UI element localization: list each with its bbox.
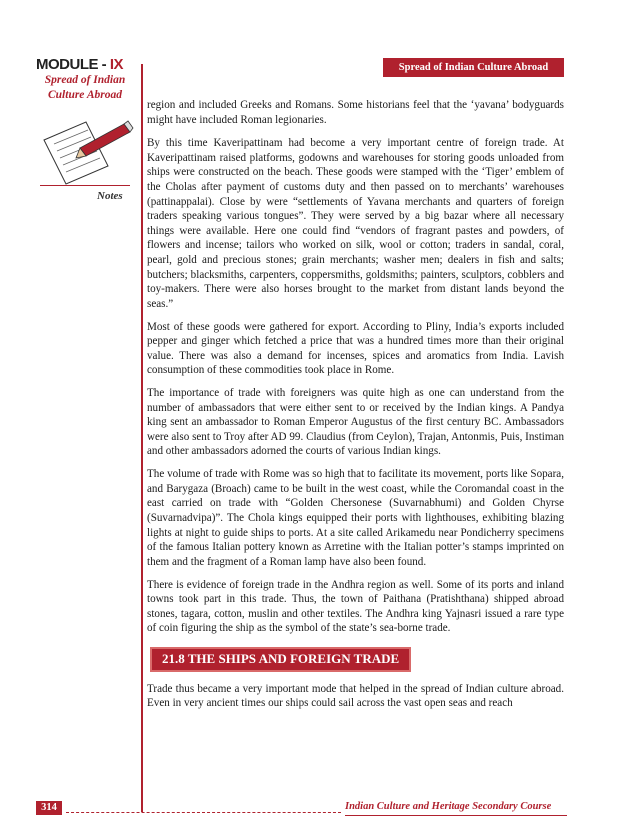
paragraph: region and included Greeks and Romans. Some historians feel that the ‘yavana’ bodyguards might have included Roman legionaries. bbox=[147, 99, 564, 126]
paragraph: There is evidence of foreign trade in the Andhra region as well. Some of its ports and inland towns took part in this trade. Thus, the town of Paithana (Pratishthana) shipped abroad stones, tagara, cotton, muslin and other textiles. The Andhra king Yajnasri issued a rare type of coin figuring the ship as the symbol of the state’s sea-borne trade. bbox=[147, 578, 564, 635]
notes-divider bbox=[40, 185, 130, 186]
page-number: 314 bbox=[36, 801, 62, 815]
paragraph: The importance of trade with foreigners was quite high as one can understand from the number of ambassadors that were either sent to or received by the Indian kings. A Pandya king sent an ambassador to Roman Emperor Augustus of the first century BC. Ambassadors were also sent to Troy after AD 99. Claudius (from Ceylon), Trajan, Antonmis, Puis, Instiman and other ambassadors adorned the courts of various Indian kings. bbox=[147, 387, 564, 458]
module-title bbox=[36, 56, 123, 73]
notes-label: Notes bbox=[97, 190, 123, 202]
section-heading: 21.8 THE SHIPS AND FOREIGN TRADE bbox=[150, 647, 411, 672]
module-subtitle: Spread of Indian Culture Abroad bbox=[44, 74, 126, 101]
header-band-title: Spread of Indian Culture Abroad bbox=[383, 58, 564, 77]
footer-course-title: Indian Culture and Heritage Secondary Course bbox=[345, 801, 552, 812]
module-prefix: MODULE - bbox=[36, 56, 110, 73]
main-content bbox=[147, 98, 564, 719]
paragraph: Trade thus became a very important mode that helped in the spread of Indian culture abroad. Even in very ancient times our ships could sail across the vast open seas and reach bbox=[147, 682, 564, 710]
module-number: IX bbox=[109, 56, 124, 73]
footer-dashed-rule bbox=[66, 812, 341, 813]
paragraph: The volume of trade with Rome was so high that to facilitate its movement, ports like Sopara, and Barygaza (Broach) came to be built in the west coast, while the Coromandal coast in the east carried on trade with “Golden Chersonese (Suvarnabhumi) and Golden Chyrse (Suvarnadvipa)”. The Chola kings equipped their ports with lighthouses, exhibiting blazing lights at night to guide ships to ports. At a site called Arikamedu near Pondicherry specimens of the famous Italian pottery known as Arretine with the Italian potter’s stamps imprinted on them and the fragment of a Roman lamp have also been found. bbox=[147, 468, 564, 568]
notes-pencil-icon bbox=[36, 118, 136, 190]
paragraph: By this time Kaveripattinam had become a very important centre of foreign trade. At Kaveripattinam raised platforms, godowns and warehouses for storing goods unloaded from ships were constructed on the beach. These goods were stamped with the ‘Tiger’ emblem of the Cholas after payment of customs duty and then passed on to merchants’ warehouses (pattinappalai). Close by were “settlements of Yavana merchants and quarters of foreign traders speaking various tongues”. They were served by a big bazar where all necessary things were available. Here one could find “vendors of fragrant pastes and powders, of flowers and incense; tailors who worked on silk, wool or cotton; traders in sandal, coral, pearl, gold and precious stones; grain merchants; washer men; dealers in fish and salts; butchers; blacksmiths, carpenters, coppersmiths, goldsmiths; painters, sculptors, cobblers and toy-makers. There were also horses brought to the market from distant lands beyond the seas.” bbox=[147, 137, 564, 310]
footer-rule bbox=[345, 815, 567, 816]
margin-rule bbox=[141, 64, 143, 812]
paragraph: Most of these goods were gathered for export. According to Pliny, India’s exports included pepper and ginger which fetched a price that was a hundred times more than their original value. There was also a demand for incenses, spices and aromatics from India. Lavish consumption of these commodities took place in Rome. bbox=[147, 320, 564, 377]
